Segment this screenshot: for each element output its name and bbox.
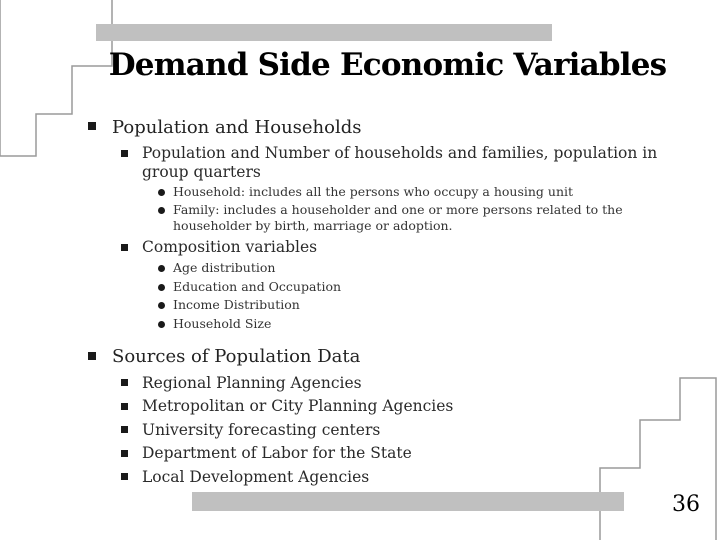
bullet-dot-icon <box>158 189 165 196</box>
bullet-family-definition-line1: Family: includes a householder and one or more persons related to the <box>173 202 623 217</box>
bullet-composition-variables: Composition variables <box>142 238 318 256</box>
bullet-family-definition-line2: householder by birth, marriage or adoption. <box>173 218 453 233</box>
bullet-square-icon <box>88 352 96 360</box>
bullet-square-icon <box>121 450 128 457</box>
bullet-square-icon <box>121 244 128 251</box>
bullet-age-distribution: Age distribution <box>173 260 276 275</box>
bullet-square-icon <box>121 403 128 410</box>
bullet-dot-icon <box>158 284 165 291</box>
bullet-square-icon <box>121 379 128 386</box>
bullet-regional-planning: Regional Planning Agencies <box>142 374 362 392</box>
bullet-education-occupation: Education and Occupation <box>173 279 342 294</box>
bullet-dot-icon <box>158 321 165 328</box>
bullet-square-icon <box>121 150 128 157</box>
bullet-population-households: Population and Households <box>112 117 362 138</box>
bullet-household-size: Household Size <box>173 316 272 331</box>
bullet-local-development: Local Development Agencies <box>142 468 370 486</box>
bullet-dot-icon <box>158 302 165 309</box>
bullet-department-labor: Department of Labor for the State <box>142 444 412 462</box>
page-number: 36 <box>672 492 700 517</box>
bullet-square-icon <box>121 426 128 433</box>
slide-title: Demand Side Economic Variables <box>108 47 667 83</box>
bullet-population-number-line2: group quarters <box>142 163 261 181</box>
bullet-metropolitan-planning: Metropolitan or City Planning Agencies <box>142 397 454 415</box>
bullet-square-icon <box>88 122 96 130</box>
bullet-population-number-line1: Population and Number of households and families, population in <box>142 144 658 162</box>
bullet-income-distribution: Income Distribution <box>173 297 300 312</box>
bullet-dot-icon <box>158 265 165 272</box>
bullet-university-forecasting: University forecasting centers <box>142 421 381 439</box>
bullet-household-definition: Household: includes all the persons who occupy a housing unit <box>173 184 574 199</box>
bullet-square-icon <box>121 473 128 480</box>
bullet-sources-population-data: Sources of Population Data <box>112 346 361 367</box>
bullet-dot-icon <box>158 207 165 214</box>
